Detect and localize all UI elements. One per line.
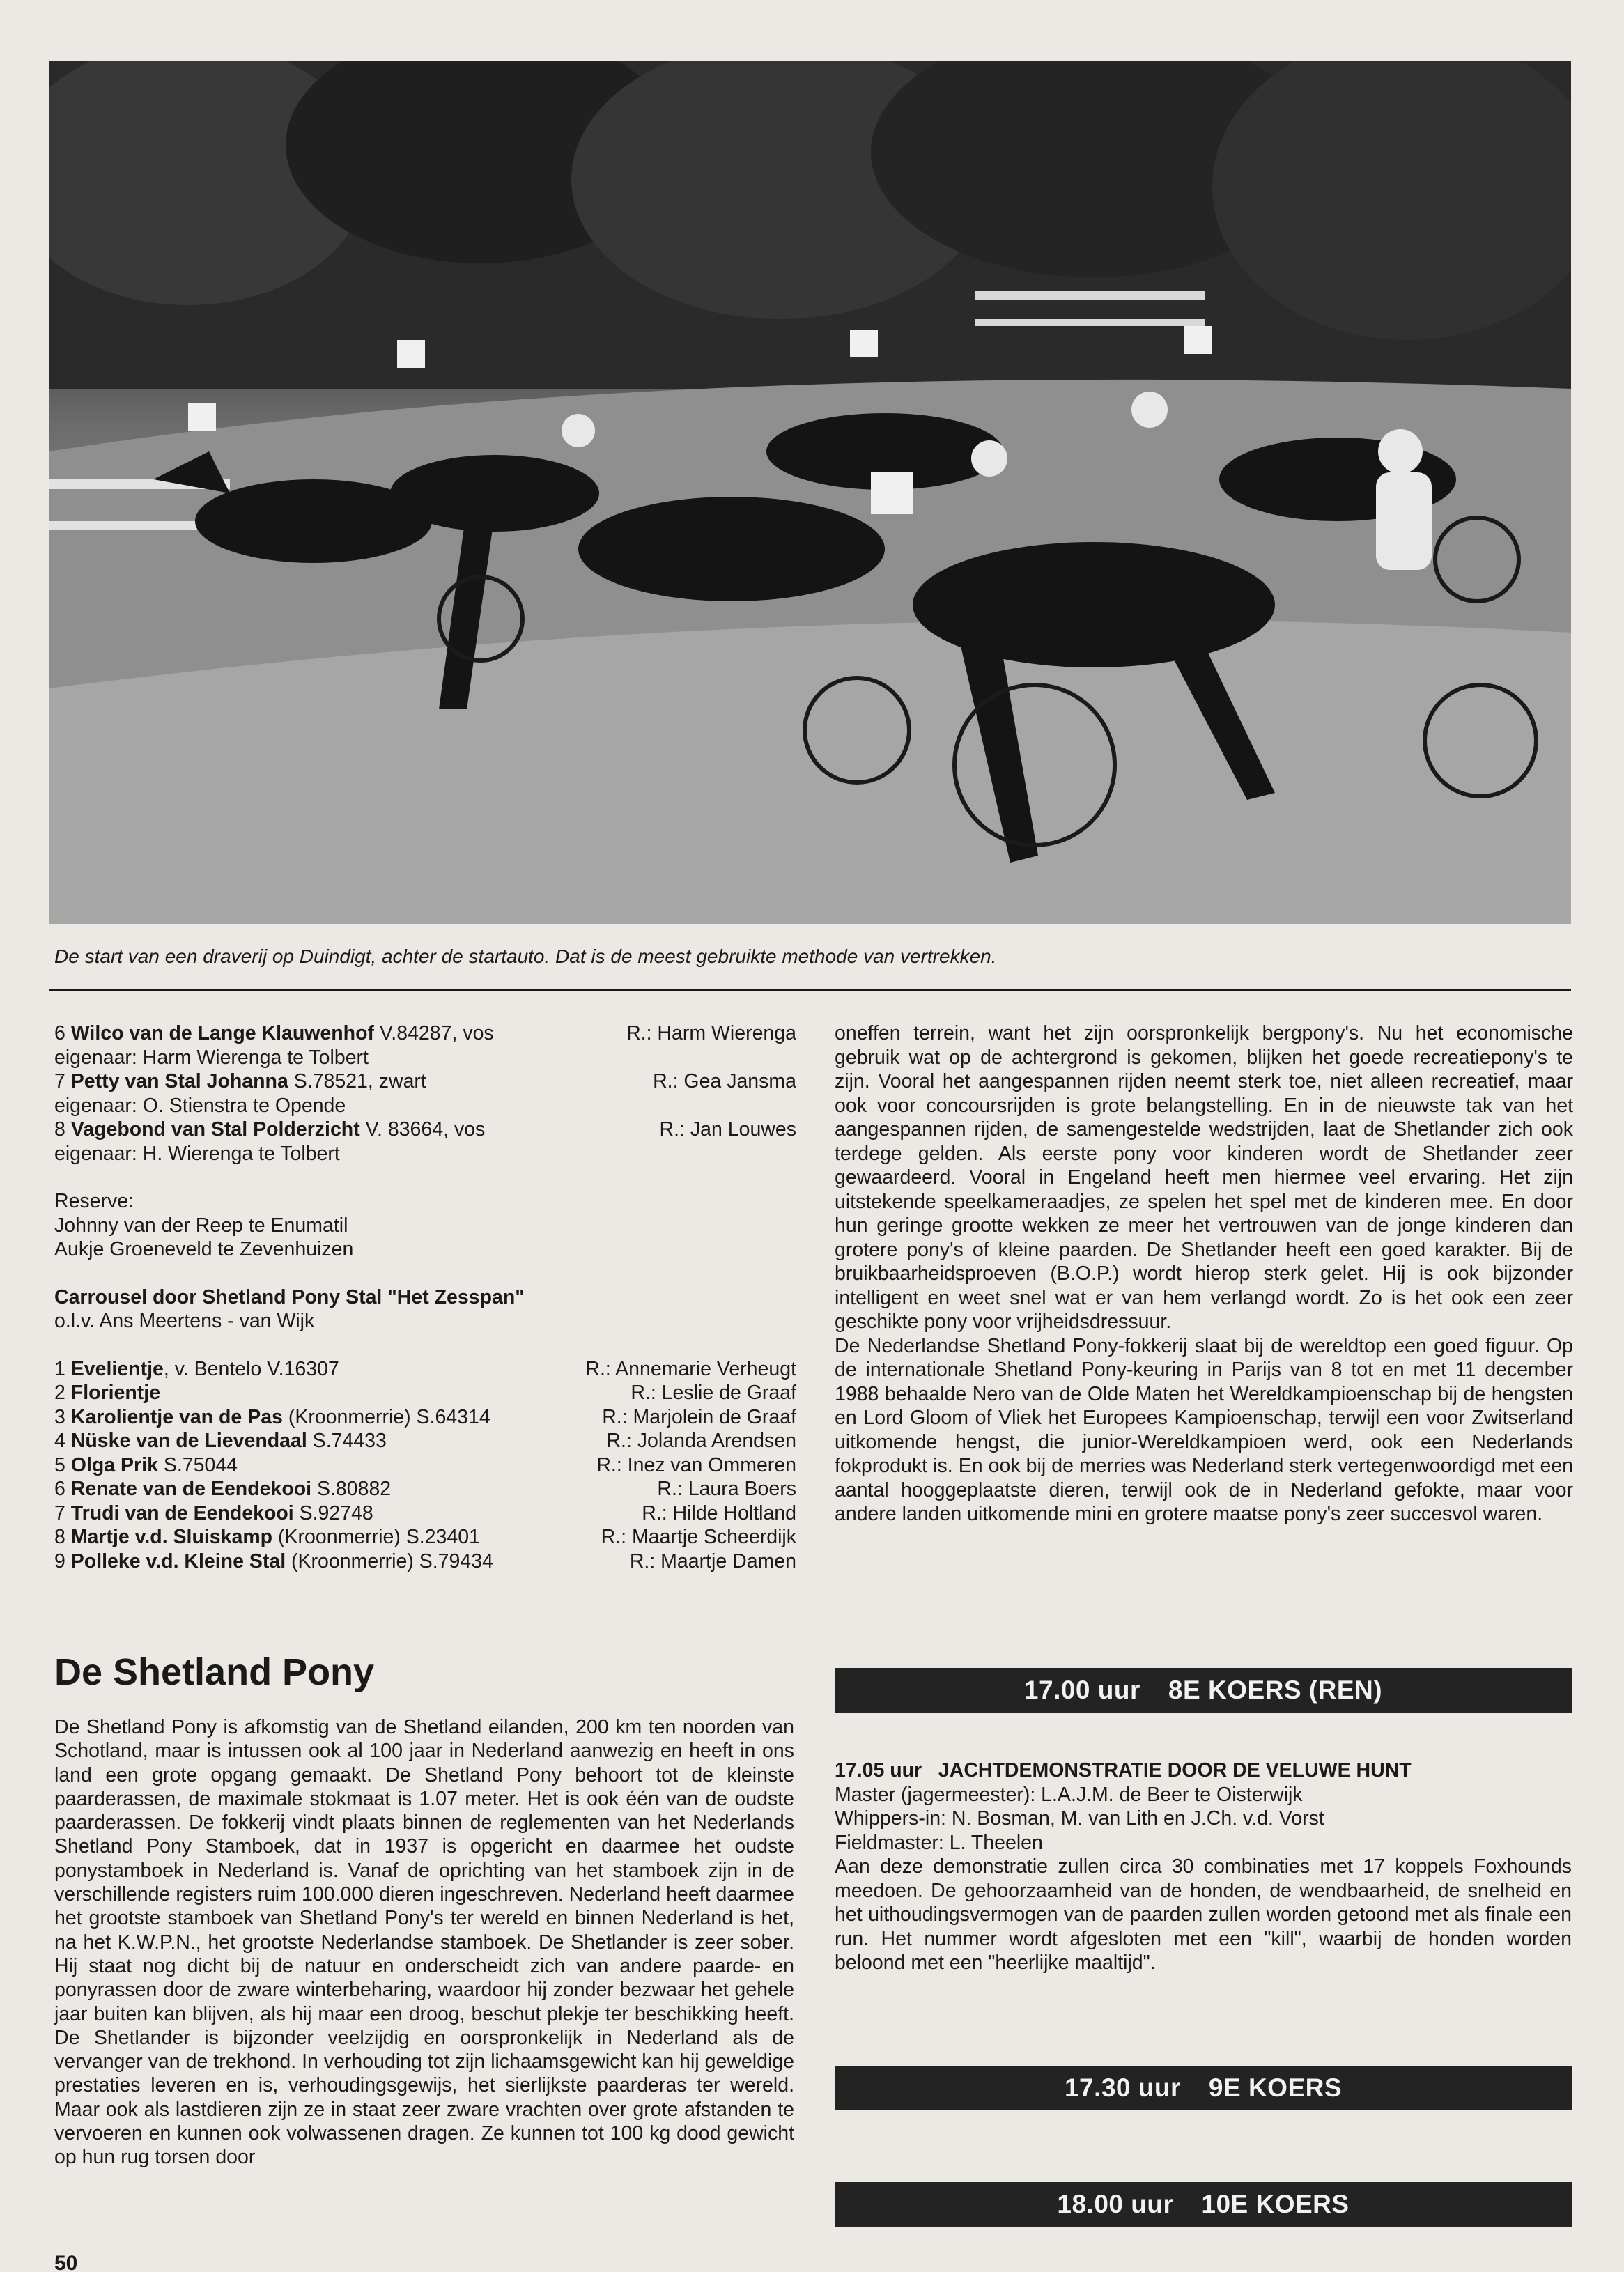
carrousel-row: 4 Nüske van de Lievendaal S.74433 R.: Jolanda Arendsen (54, 1430, 796, 1452)
horse-name: Wilco van de Lange Klauwenhof (70, 1022, 374, 1044)
reserve-label: Reserve: (54, 1190, 134, 1212)
carrousel-row: 8 Martje v.d. Sluiskamp (Kroonmerrie) S.23401 R.: Maartje Scheerdijk (54, 1526, 796, 1548)
hunt-section: 17.05 uur JACHTDEMONSTRATIE DOOR DE VELUWE HUNT Master (jagermeester): L.A.J.M. de Beer te Oisterwijk Whippers-in: N. Bosman, M. van Lith en J.Ch. v.d. Vorst Fieldmaster: L. Theelen Aan deze demonstratie zullen circa 30 combinaties met 17 koppels Foxhounds meedoen. De gehoorzaamheid van de honden, de wendbaarheid, de snelheid en het uithoudingsvermogen van de paarden zullen worden getoond met als finale een run. Het nummer wordt afgesloten met een "kill", waarbij de honden worden beloond met een "heerlijke maaltijd". (835, 1759, 1572, 1974)
carrousel-row: 6 Renate van de Eendekooi S.80882 R.: Laura Boers (54, 1478, 796, 1500)
carrousel-row: 5 Olga Prik S.75044 R.: Inez van Ommeren (54, 1453, 796, 1476)
horse-name: Petty van Stal Johanna (70, 1070, 288, 1092)
left-column (54, 1021, 796, 1573)
article-body-right-2: De Nederlandse Shetland Pony-fokkerij slaat bij de wereldtop een goed figuur. Op de internationale Shetland Pony-keuring in Parijs van 8 tot en met 11 december 1988 behaalde Nero van de Olde Maten het Wereldkampioenschap bij de hengsten en Lord Gloom of Vliek het Europees Kampioenschap, terwijl een voor Zwitserland uitkomende hengst, die junior-Wereldkampioen werd, ook een Nederlands fokprodukt is. En ook bij de merries was Nederland sterk vertegenwoordigd met een aantal hooggeplaatste dieren, terwijl ook de in Nederland gefokte, maar voor andere landen uitkomende mini en grotere maatse pony's zeer succesvol waren. (835, 1334, 1573, 1525)
divider (49, 989, 1571, 991)
page-number: 50 (54, 2252, 78, 2272)
article-body-left: De Shetland Pony is afkomstig van de Shetland eilanden, 200 km ten noorden van Schotland, maar is intussen ook al 100 jaar in Nederland aanwezig en heeft in ons land een grote opgang gemaakt. De Shetland Pony behoort tot de kleinste paarderassen, de maximale stokmaat is 1.07 meter. Het is ook één van de oudste paarderassen. De fokkerij vindt plaats binnen de reglementen van het Nederlands Shetland Pony Stamboek, dat in 1937 is opgericht en daarmee het oudste ponystamboek in Nederland is. Vanaf de oprichting van het stamboek zijn in de verschillende registers ruim 100.000 dieren ingeschreven. Nederland heeft daarmee het grootste stamboek van Shetland Pony's ter wereld en binnen Nederland is het, na het K.W.P.N., het grootste Nederlandse stamboek. De Shetlander is zeer sober. Hij staat nog dicht bij de natuur en onderscheidt zich van andere paarde- en ponyrassen door de zware winterbeharing, waardoor hij zonder bezwaar het gehele jaar buiten kan blijven, als hij maar een droog, beschut plekje ter beschikking heeft. De Shetlander is bijzonder veelzijdig en oorspronkelijk in Nederland als de vervanger van de trekhond. In verhouding tot zijn lichaamsgewicht kan hij geweldige prestaties leveren en is, verhoudingsgewijs, het sierlijkste paarderas ter wereld. Maar ook als lastdieren zijn ze in staat zeer zware vrachten over grote afstanden te vervoeren en kunnen ook volwassenen dragen. Ze kunnen tot 100 kg dood gewicht op hun rug torsen door (54, 1716, 794, 2169)
reserve-name: Aukje Groeneveld te Zevenhuizen (54, 1238, 354, 1260)
right-column (835, 1021, 1573, 1527)
race-bar-8: 17.00 uur 8E KOERS (REN) (835, 1668, 1572, 1713)
carrousel-leader: o.l.v. Ans Meertens - van Wijk (54, 1310, 315, 1332)
owner: eigenaar: O. Stienstra te Opende (54, 1094, 346, 1117)
hunt-text: Aan deze demonstratie zullen circa 30 combinaties met 17 koppels Foxhounds meedoen. De gehoorzaamheid van de honden, de wendbaarheid, de snelheid en het uithoudingsvermogen van de paarden zullen worden getoond met als finale een run. Het nummer wordt afgesloten met een "kill", waarbij de honden worden beloond met een "heerlijke maaltijd". (835, 1855, 1572, 1974)
entry-row: 6 Wilco van de Lange Klauwenhof V.84287, vos R.: Harm Wierenga (54, 1022, 796, 1044)
horse-name: Vagebond van Stal Polderzicht (70, 1118, 360, 1141)
entry-row: 8 Vagebond van Stal Polderzicht V. 83664, vos R.: Jan Louwes (54, 1118, 796, 1141)
entry-row: 7 Petty van Stal Johanna S.78521, zwart R.: Gea Jansma (54, 1070, 796, 1092)
owner: eigenaar: Harm Wierenga te Tolbert (54, 1046, 369, 1069)
carrousel-title: Carrousel door Shetland Pony Stal "Het Zesspan" (54, 1285, 525, 1308)
rider: R.: Jan Louwes (659, 1118, 796, 1141)
article-body-right: oneffen terrein, want het zijn oorspronkelijk bergpony's. Nu het economische gebruik wat op de achtergrond is gekomen, blijken het goede recreatiepony's te zijn. Vooral het aangespannen rijden neemt sterk toe, niet alleen recreatief, maar ook voor concoursrijden is grote belangstelling. En in de nieuwste tak van het aangespannen rijden, de samengestelde wedstrijden, laat de Shetlander zich ook terdege gelden. Als eerste pony voor kinderen wordt de Shetlander zeer gewaardeerd. Vooral in Engeland heeft men hiermee veel ervaring. Het zijn uitstekende speelkameraadjes, ze spelen het spel met de kinderen mee. En door hun geringe grootte wekken ze meer het vertrouwen van de jonge kinderen dan grotere pony's of kleine paarden. De Shetlander heeft een goed karakter. Bij de bruikbaarheidsproeven (B.O.P.) wordt hierop sterk gelet. Hij is ook bijzonder intelligent en weet snel wat er van hem verlangd wordt. Zo is het ook een zeer geschikte pony voor vrijheidsdressuur. (835, 1022, 1573, 1333)
carrousel-row: 2 Florientje R.: Leslie de Graaf (54, 1382, 796, 1404)
race-bar-9: 17.30 uur 9E KOERS (835, 2066, 1572, 2110)
owner: eigenaar: H. Wierenga te Tolbert (54, 1142, 340, 1165)
carrousel-row: 7 Trudi van de Eendekooi S.92748 R.: Hilde Holtland (54, 1501, 796, 1524)
rider: R.: Gea Jansma (653, 1070, 796, 1092)
race-bar-10: 18.00 uur 10E KOERS (835, 2182, 1572, 2227)
race-photo (49, 61, 1571, 924)
carrousel-row: 1 Evelientje, v. Bentelo V.16307 R.: Annemarie Verheugt (54, 1357, 796, 1380)
article-heading: De Shetland Pony (54, 1651, 375, 1693)
hunt-title: JACHTDEMONSTRATIE DOOR DE VELUWE HUNT (938, 1759, 1412, 1782)
carrousel-row: 9 Polleke v.d. Kleine Stal (Kroonmerrie) S.79434 R.: Maartje Damen (54, 1550, 796, 1572)
rider: R.: Harm Wierenga (626, 1022, 796, 1044)
carrousel-row: 3 Karolientje van de Pas (Kroonmerrie) S.64314 R.: Marjolein de Graaf (54, 1405, 796, 1428)
photo-caption: De start van een draverij op Duindigt, achter de startauto. Dat is de meest gebruikte methode van vertrekken. (54, 945, 997, 967)
reserve-name: Johnny van der Reep te Enumatil (54, 1214, 348, 1237)
